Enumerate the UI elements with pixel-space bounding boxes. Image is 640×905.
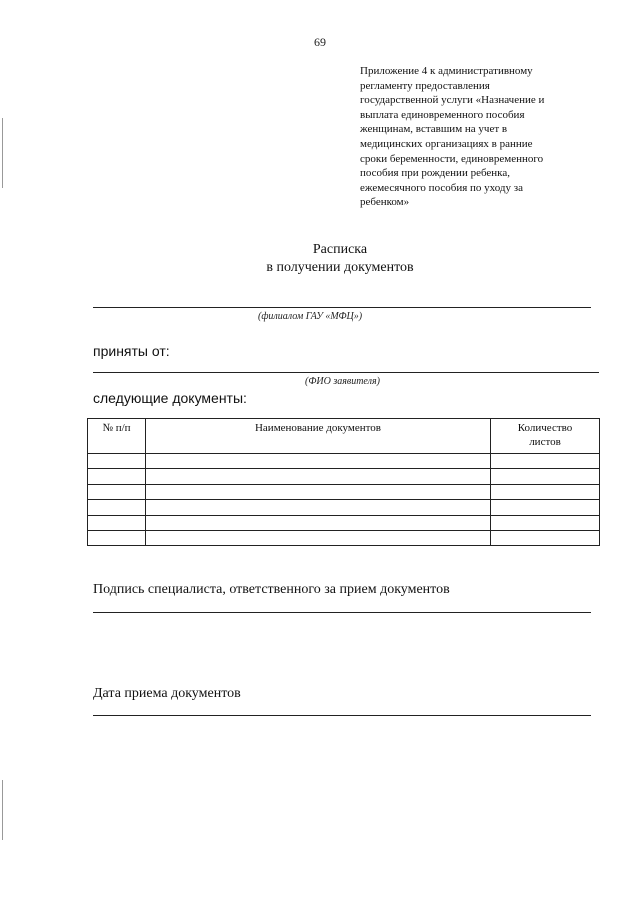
signature-label: Подпись специалиста, ответственного за прием документов [93,582,450,597]
table-cell[interactable] [146,484,491,499]
table-cell[interactable] [491,454,600,469]
page-number: 69 [314,35,326,49]
table-row [88,469,600,484]
signature-line[interactable] [93,612,591,613]
appendix-note-line: пособия при рождении ребенка, [360,167,510,180]
appendix-note-line: женщинам, вставшим на учет в [360,123,508,136]
documents-table [87,418,600,546]
following-docs-label: следующие документы: [93,390,247,406]
table-cell[interactable] [88,454,146,469]
received-from-label: приняты от: [93,343,170,359]
receipt-subtitle: в получении документов [266,260,414,275]
applicant-line [93,372,599,373]
branch-caption: (филиалом ГАУ «МФЦ») [258,311,363,322]
branch-line [93,307,591,308]
applicant-caption: (ФИО заявителя) [305,376,380,387]
appendix-note-line: медицинских организациях в ранние [360,137,533,150]
table-cell[interactable] [146,500,491,515]
col-sheets-header-label: Количество листов [517,422,573,448]
table-cell[interactable] [146,454,491,469]
table-cell[interactable] [88,530,146,545]
receipt-title: Расписка [312,242,368,257]
col-number-header: № п/п [88,419,146,454]
table-cell[interactable] [88,484,146,499]
table-cell[interactable] [491,469,600,484]
appendix-note-line: ежемесячного пособия по уходу за [360,181,523,194]
table-row [88,500,600,515]
appendix-note [360,64,600,210]
col-sheets-header [491,419,600,454]
appendix-note-line: Приложение 4 к административному [360,65,533,77]
scan-edge-mark [2,780,3,840]
appendix-note-line: ребенком» [360,196,410,209]
table-row [88,484,600,499]
date-line[interactable] [93,715,591,716]
appendix-note-line: сроки беременности, единовременного [360,152,544,165]
table-cell[interactable] [146,469,491,484]
table-cell[interactable] [88,515,146,530]
date-label: Дата приема документов [93,686,241,701]
table-cell[interactable] [491,530,600,545]
table-cell[interactable] [88,469,146,484]
table-cell[interactable] [88,500,146,515]
table-cell[interactable] [491,500,600,515]
appendix-note-line: государственной услуги «Назначение и [360,94,545,107]
table-row [88,454,600,469]
table-row [88,515,600,530]
appendix-note-line: выплата единовременного пособия [360,108,525,121]
appendix-note-line: регламенту предоставления [360,79,490,92]
table-cell[interactable] [491,484,600,499]
table-cell[interactable] [491,515,600,530]
table-header-row [88,419,600,454]
table-row [88,530,600,545]
table-cell[interactable] [146,530,491,545]
table-cell[interactable] [146,515,491,530]
col-name-header: Наименование документов [146,419,491,454]
scan-edge-mark [2,118,3,188]
